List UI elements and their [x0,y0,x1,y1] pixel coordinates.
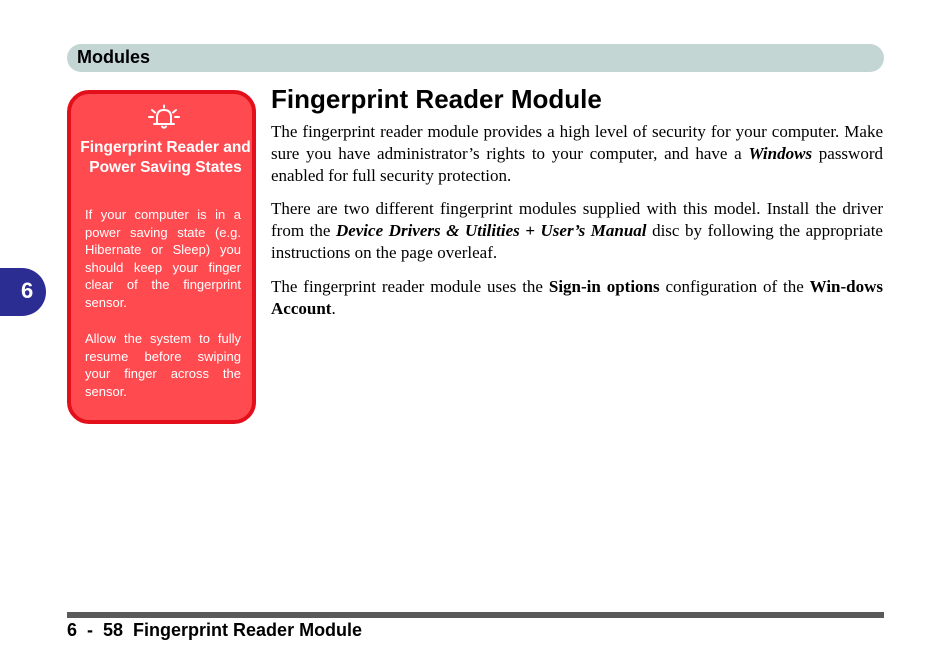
footer-separator [123,620,133,640]
paragraph-text: . [331,299,336,318]
sidebar-warning-box [67,90,256,424]
sidebar-paragraph: Allow the system to fully resume before swiping your finger across the sensor. [85,331,241,399]
page-title: Fingerprint Reader Module [271,84,602,114]
footer-rule [67,612,884,618]
paragraph-text: There are two different fingerprint modules supplied with this model. Install the driver from the [271,199,883,240]
footer-section-title: Fingerprint Reader Module [133,620,363,640]
body-paragraph [271,276,883,320]
body-paragraph [271,198,883,264]
header-title: Modules [77,47,151,67]
emphasis-text: Windows [748,144,813,163]
paragraph-text: The fingerprint reader module uses the [271,277,549,296]
paragraph-text: configuration of the [659,277,810,296]
sidebar-title: Fingerprint Reader and Power Saving States [80,139,251,176]
bold-text: Sign-in options [548,277,660,296]
page-footer [67,620,362,641]
body-paragraph [271,121,883,187]
chapter-tab [0,268,46,316]
header-bar [67,44,884,72]
bell-alert-icon [147,104,181,130]
paragraph-text: password enabled for full security protection. [271,144,883,185]
bold-text: Win-dows Account [271,277,884,318]
chapter-number: 6 [21,278,34,303]
paragraph-text: disc by following the appropriate instructions on the page overleaf. [271,221,883,262]
page-number: 6 - 58 [67,620,124,640]
sidebar-paragraph: If your computer is in a power saving state (e.g. Hibernate or Sleep) you should keep your finger clear of the fingerprint sensor. [85,207,241,310]
paragraph-text: The fingerprint reader module provides a high level of security for your computer. Make sure you have administrator’s rights to your computer, and have a [271,122,883,163]
emphasis-text: Device Drivers & Utilities + User’s Manual [335,221,647,240]
